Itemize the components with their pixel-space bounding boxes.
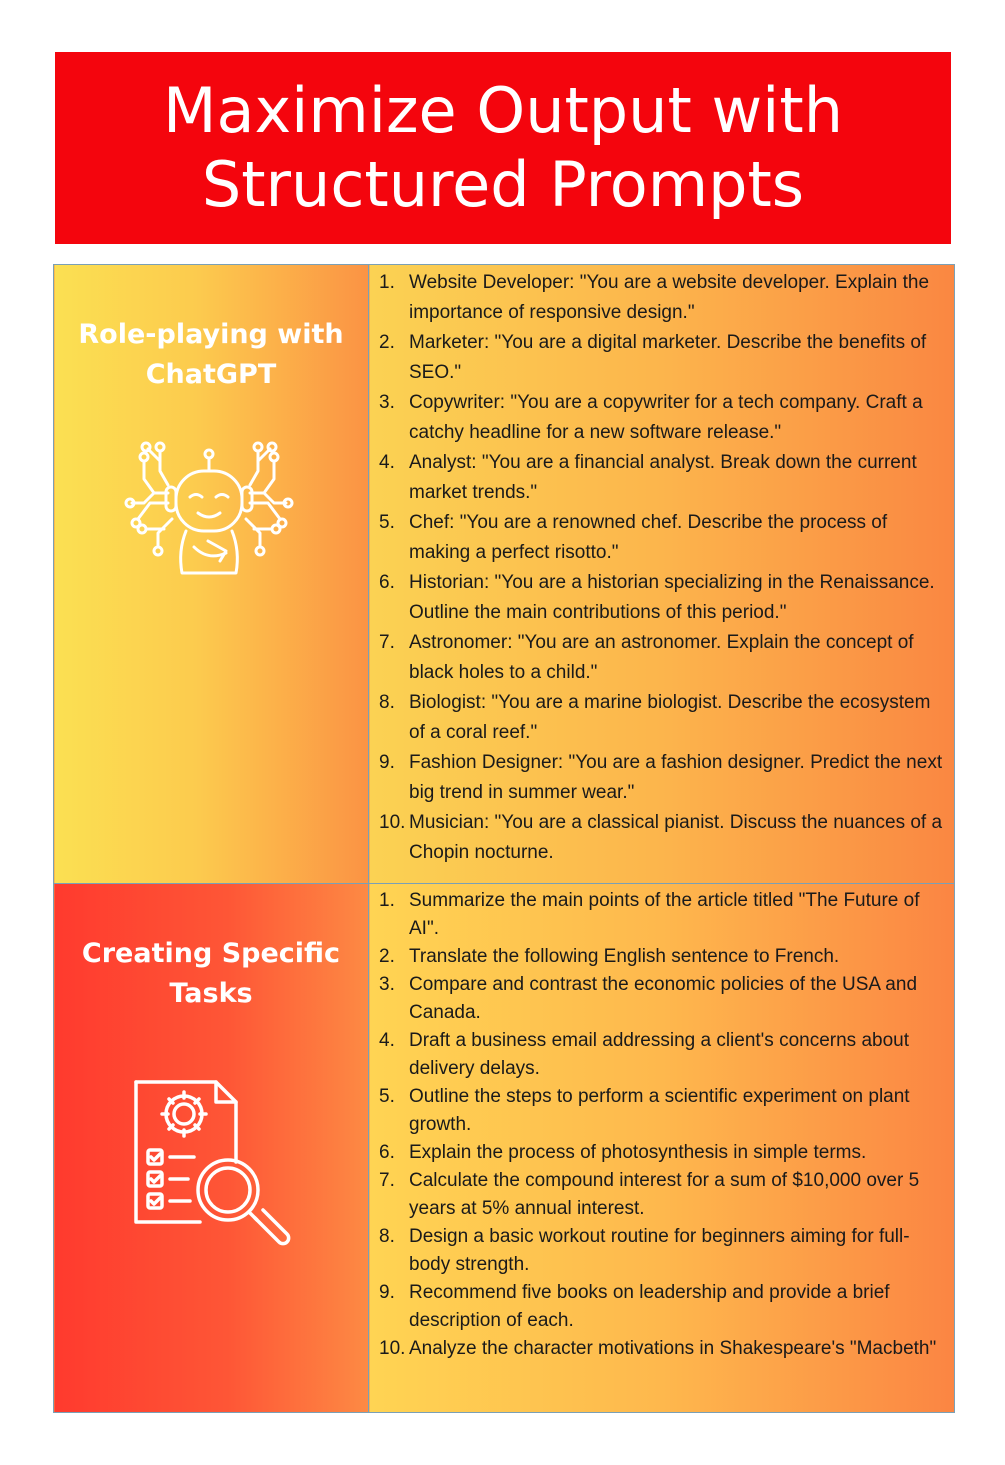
list-item [369, 568, 950, 628]
list-item [369, 887, 950, 943]
list-item [369, 388, 950, 448]
list-item-number: 2. [379, 946, 395, 967]
list-item-text: Translate the following English sentence to French. [409, 946, 840, 967]
list-item-text: Explain the process of photosynthesis in simple terms. [409, 1142, 867, 1163]
list-item-text: Astronomer: "You are an astronomer. Explain the concept of black holes to a child." [409, 632, 914, 683]
list-item-number: 9. [379, 1282, 395, 1303]
list-item [369, 1139, 950, 1167]
list-item [369, 1335, 950, 1363]
list-item-text: Historian: "You are a historian specializing in the Renaissance. Outline the main contributions of this period." [409, 572, 935, 623]
section-title-line-1: Role-playing with [78, 319, 344, 350]
section-title-line-1: Creating Specific [81, 938, 341, 969]
page-title-line-1: Maximize Output with [162, 74, 844, 147]
section-title-roleplay [54, 315, 368, 395]
list-item [369, 1279, 950, 1335]
robot-thinking-icon [124, 423, 294, 588]
list-item-text: Analyze the character motivations in Shakespeare's "Macbeth" [409, 1338, 937, 1359]
section-row-roleplay [54, 265, 955, 884]
task-prompt-list [369, 884, 954, 1363]
list-item-number: 1. [379, 272, 395, 293]
list-item-text: Fashion Designer: "You are a fashion designer. Predict the next big trend in summer wear." [409, 752, 943, 803]
list-item-text: Musician: "You are a classical pianist. Discuss the nuances of a Chopin nocturne. [409, 812, 943, 863]
list-item-text: Biologist: "You are a marine biologist. Describe the ecosystem of a coral reef." [409, 692, 931, 743]
list-item-number: 8. [379, 1226, 395, 1247]
task-document-search-icon [132, 1078, 292, 1253]
list-item [369, 971, 950, 1027]
list-item-number: 10. [379, 1338, 406, 1359]
list-item-number: 1. [379, 890, 395, 911]
list-item [369, 328, 950, 388]
list-item [369, 1167, 950, 1223]
list-item-number: 7. [379, 1170, 395, 1191]
list-item-text: Draft a business email addressing a client's concerns about delivery delays. [409, 1030, 910, 1079]
prompt-table [53, 264, 955, 1413]
list-item-number: 8. [379, 692, 395, 713]
list-item-text: Summarize the main points of the article titled "The Future of AI". [409, 890, 920, 939]
list-item-number: 6. [379, 1142, 395, 1163]
list-item-text: Design a basic workout routine for beginners aiming for full-body strength. [409, 1226, 910, 1275]
list-item-text: Website Developer: "You are a website developer. Explain the importance of responsive design." [409, 272, 930, 323]
list-item-text: Chef: "You are a renowned chef. Describe the process of making a perfect risotto." [409, 512, 888, 563]
list-item-text: Marketer: "You are a digital marketer. Describe the benefits of SEO." [409, 332, 927, 383]
list-item-number: 2. [379, 332, 395, 353]
list-item-number: 10. [379, 812, 406, 833]
section-row-tasks [54, 884, 955, 1413]
list-item-text: Calculate the compound interest for a sum of $10,000 over 5 years at 5% annual interest. [409, 1170, 920, 1219]
list-item-text: Outline the steps to perform a scientific experiment on plant growth. [409, 1086, 910, 1135]
section-title-line-2: Tasks [169, 978, 253, 1009]
list-item [369, 1027, 950, 1083]
list-item [369, 508, 950, 568]
list-item [369, 943, 950, 971]
list-item-number: 3. [379, 392, 395, 413]
list-item-text: Analyst: "You are a financial analyst. Break down the current market trends." [409, 452, 917, 503]
title-banner [55, 52, 951, 244]
section-items-cell [369, 265, 955, 884]
list-item-number: 5. [379, 1086, 395, 1107]
list-item [369, 688, 950, 748]
list-item-text: Recommend five books on leadership and provide a brief description of each. [409, 1282, 890, 1331]
list-item-number: 7. [379, 632, 395, 653]
list-item [369, 1083, 950, 1139]
list-item-number: 3. [379, 974, 395, 995]
list-item [369, 1223, 950, 1279]
list-item [369, 268, 950, 328]
section-items-cell [369, 884, 955, 1413]
list-item-number: 4. [379, 452, 395, 473]
list-item-number: 9. [379, 752, 395, 773]
list-item-number: 5. [379, 512, 395, 533]
list-item-number: 4. [379, 1030, 395, 1051]
section-title-tasks [54, 934, 368, 1014]
list-item-text: Copywriter: "You are a copywriter for a tech company. Craft a catchy headline for a new software release." [409, 392, 923, 443]
list-item [369, 628, 950, 688]
list-item [369, 808, 950, 868]
list-item [369, 748, 950, 808]
page-title-line-2: Structured Prompts [201, 148, 805, 221]
list-item-number: 6. [379, 572, 395, 593]
section-label-cell [54, 884, 369, 1413]
section-title-line-2: ChatGPT [145, 359, 277, 390]
list-item [369, 448, 950, 508]
roleplay-prompt-list [369, 265, 954, 868]
section-label-cell [54, 265, 369, 884]
list-item-text: Compare and contrast the economic policies of the USA and Canada. [409, 974, 918, 1023]
